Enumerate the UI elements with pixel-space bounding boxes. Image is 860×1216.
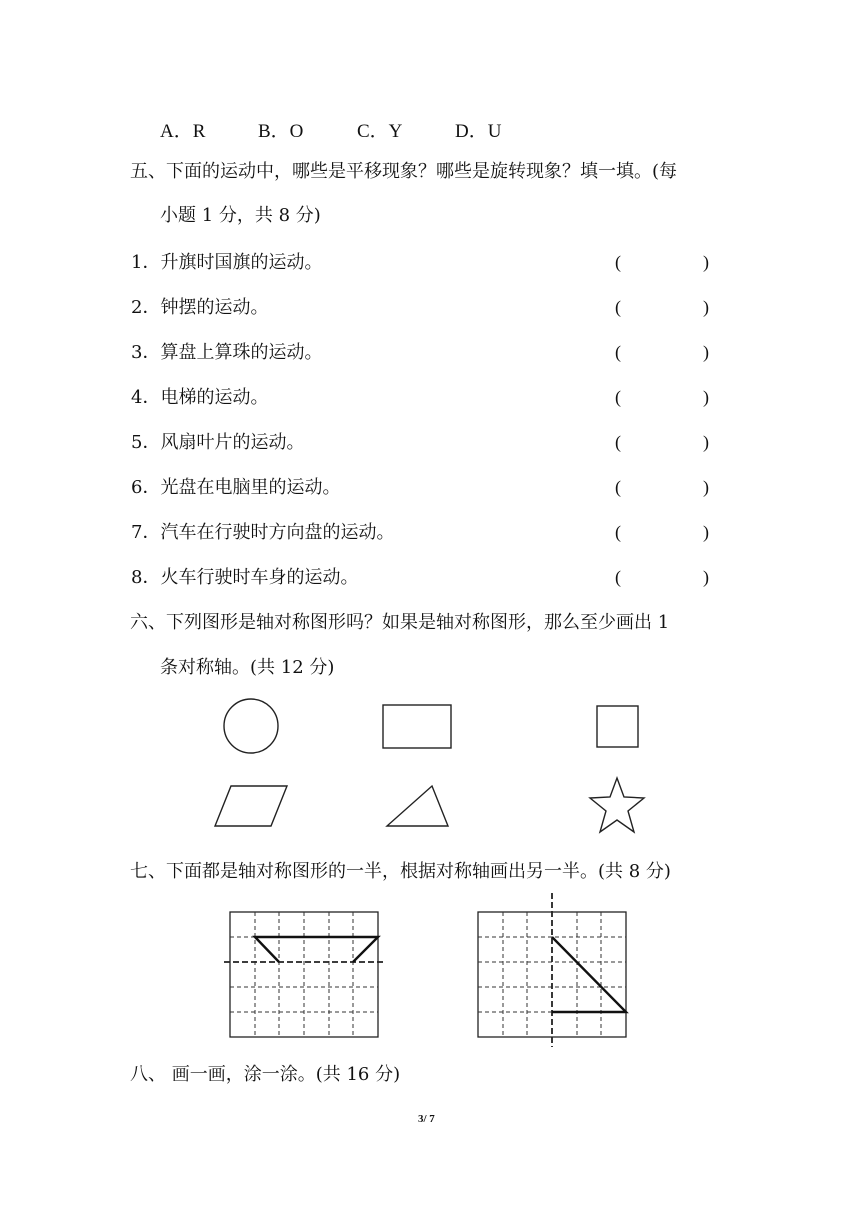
option-d: D．U — [455, 121, 502, 142]
answer-open-paren: ( — [615, 387, 621, 407]
item-text: 3．算盘上算珠的运动。 — [131, 342, 323, 363]
answer-close-paren: ) — [703, 252, 709, 272]
item-text: 2．钟摆的运动。 — [131, 297, 269, 318]
section-5-title-line1: 五、下面的运动中，哪些是平移现象？哪些是旋转现象？填一填。(每 — [130, 161, 678, 182]
answer-close-paren: ) — [703, 522, 709, 542]
left-grid — [224, 912, 386, 1037]
answer-close-paren: ) — [703, 477, 709, 497]
answer-open-paren: ( — [615, 252, 621, 272]
answer-open-paren: ( — [615, 342, 621, 362]
option-a: A．R — [160, 121, 206, 142]
answer-close-paren: ) — [703, 342, 709, 362]
half-shape — [552, 937, 626, 1012]
section-6-title-line1: 六、下列图形是轴对称图形吗？如果是轴对称图形，那么至少画出 1 — [130, 612, 670, 633]
half-shape — [255, 937, 378, 962]
right-grid — [478, 893, 626, 1047]
option-c: C．Y — [357, 121, 403, 142]
item-text: 6．光盘在电脑里的运动。 — [131, 477, 341, 498]
answer-open-paren: ( — [615, 297, 621, 317]
section-8-title: 八、 画一画，涂一涂。(共 16 分) — [130, 1064, 401, 1085]
answer-open-paren: ( — [615, 567, 621, 587]
option-b: B．O — [258, 121, 304, 142]
answer-open-paren: ( — [615, 477, 621, 497]
answer-close-paren: ) — [703, 432, 709, 452]
item-text: 1．升旗时国旗的运动。 — [131, 252, 323, 273]
item-text: 8．火车行驶时车身的运动。 — [131, 567, 359, 588]
item-text: 4．电梯的运动。 — [131, 387, 269, 408]
item-text: 7．汽车在行驶时方向盘的运动。 — [131, 522, 395, 543]
page-number: 3/ 7 — [418, 1113, 435, 1125]
section-7-title: 七、下面都是轴对称图形的一半，根据对称轴画出另一半。(共 8 分) — [130, 861, 671, 882]
answer-open-paren: ( — [615, 522, 621, 542]
answer-open-paren: ( — [615, 432, 621, 452]
answer-close-paren: ) — [703, 567, 709, 587]
answer-close-paren: ) — [703, 297, 709, 317]
item-text: 5．风扇叶片的运动。 — [131, 432, 305, 453]
section-5-title-line2: 小题 1 分，共 8 分) — [160, 205, 321, 226]
section-6-title-line2: 条对称轴。(共 12 分) — [160, 657, 335, 678]
answer-close-paren: ) — [703, 387, 709, 407]
